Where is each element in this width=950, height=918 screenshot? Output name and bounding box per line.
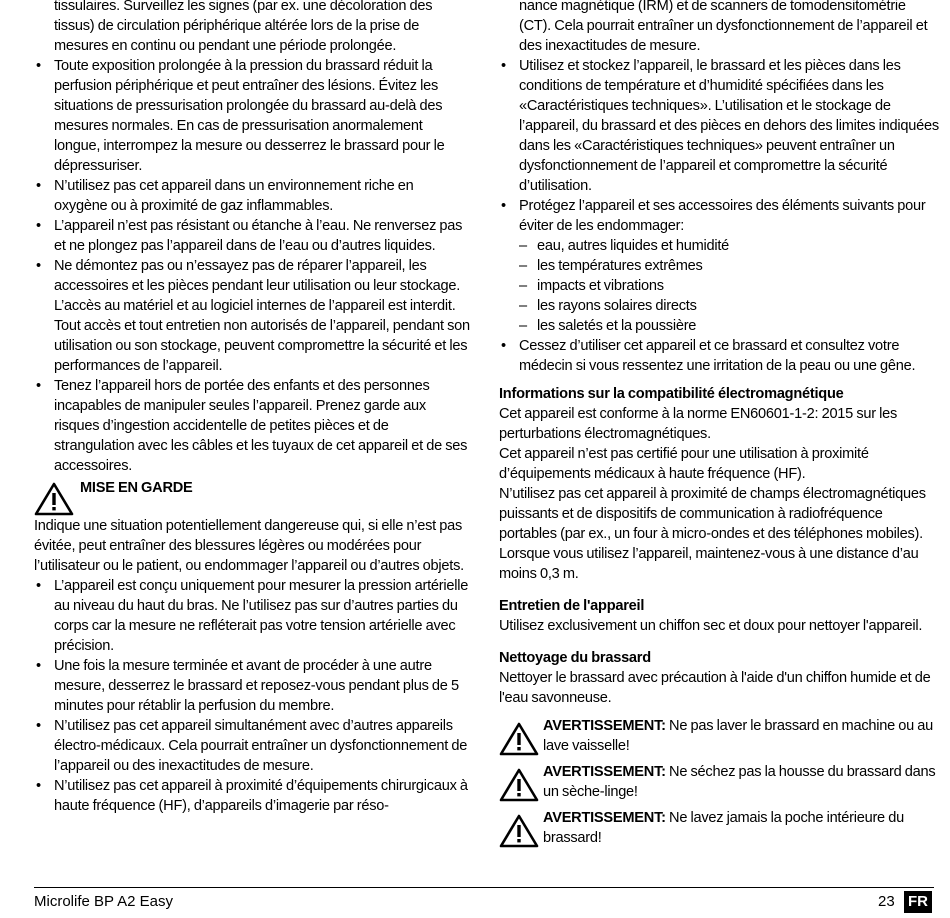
bullet-icon: • bbox=[36, 718, 41, 734]
emc-heading: Informations sur la compatibilité électromagnétique bbox=[499, 386, 844, 402]
list-item: • Cessez d’utiliser cet appareil et ce brassard et consultez votre médecin si vous ressentez une irritation de la peau ou une gêne. bbox=[501, 338, 916, 374]
warning-triangle-icon bbox=[499, 814, 539, 848]
dash-icon: – bbox=[519, 258, 527, 274]
bullet-icon: • bbox=[36, 218, 41, 234]
bullet-icon: • bbox=[36, 58, 41, 74]
bullet-icon: • bbox=[36, 378, 41, 394]
continued-paragraph: nance magnétique (IRM) et de scanners de tomodensitométrie (CT). Cela pourrait entraîner un dysfonctionnement de l’appareil et des inexactitudes de mesure. bbox=[519, 0, 928, 54]
bullet-icon: • bbox=[36, 258, 41, 274]
sub-list-item: – les températures extrêmes bbox=[519, 258, 703, 274]
warning-note bbox=[499, 716, 939, 756]
warning-note bbox=[499, 808, 939, 848]
caution-text: Indique une situation potentiellement dangereuse qui, si elle n’est pas évitée, peut entraîner des blessures légères ou modérées pour l’utilisateur ou le patient, ou endommager l’appareil ou d’autres objets. bbox=[34, 518, 464, 574]
bullet-icon: • bbox=[36, 778, 41, 794]
warning-label: AVERTISSEMENT: bbox=[543, 718, 666, 734]
care-paragraph: Utilisez exclusivement un chiffon sec et doux pour nettoyer l'appareil. bbox=[499, 618, 923, 634]
dash-icon: – bbox=[519, 298, 527, 314]
warning-triangle-icon bbox=[34, 482, 74, 516]
page-number: 23 bbox=[878, 893, 895, 910]
warning-triangle-icon bbox=[499, 722, 539, 756]
dash-icon: – bbox=[519, 238, 527, 254]
list-item: • L’appareil n’est pas résistant ou étanche à l’eau. Ne renversez pas et ne plongez pas l’appareil dans de l’eau ou d’autres liquides. bbox=[36, 218, 463, 254]
list-item: • Toute exposition prolongée à la pression du brassard réduit la perfusion périphérique et peut entraîner des lésions. Évitez les situations de pressurisation prolongée du brassard au-delà des mesures normales. En cas de pressurisation anormalement longue, interrompez la mesure ou desserrez le brassard pour le dépressuriser. bbox=[36, 58, 445, 174]
list-item: • Utilisez et stockez l’appareil, le brassard et les pièces dans les conditions de température et d’humidité spécifiées dans les «Caractéristiques techniques». L’utilisation et le stockage de l’appareil, du brassard et des pièces en dehors des limites indiquées dans les «Caractéristiques techniques» peuvent entraîner un dysfonctionnement de l’appareil et compromettre la sécurité d’utilisation. bbox=[501, 58, 939, 194]
dash-icon: – bbox=[519, 278, 527, 294]
bullet-icon: • bbox=[36, 178, 41, 194]
list-item: • Ne démontez pas ou n’essayez pas de réparer l’appareil, les accessoires et les pièces pendant leur utilisation ou leur stockage. L’accès au matériel et au logiciel internes de l’appareil est interdit. Tout accès et tout entretien non autorisés de l’appareil, pendant son utilisation ou son stockage, peuvent compromettre la sécurité et les performances de l’appareil. bbox=[36, 258, 470, 374]
bullet-icon: • bbox=[36, 578, 41, 594]
sub-list-item: – eau, autres liquides et humidité bbox=[519, 238, 730, 254]
bullet-icon: • bbox=[36, 658, 41, 674]
list-item: • N’utilisez pas cet appareil simultanément avec d’autres appareils électro-médicaux. Cela pourrait entraîner un dysfonctionnement de l’appareil ou des inexactitudes de mesure. bbox=[36, 718, 468, 774]
cuff-cleaning-heading: Nettoyage du brassard bbox=[499, 650, 651, 666]
emc-paragraph: Cet appareil n’est pas certifié pour une utilisation à proximité d’équipements médicaux à haute fréquence (HF). bbox=[499, 446, 869, 482]
warning-text: Ne séchez pas la housse du brassard dans un sèche-linge! bbox=[543, 764, 936, 800]
emc-paragraph: N’utilisez pas cet appareil à proximité de champs électromagnétiques puissants et de dispositifs de communication à radiofréquence portables (par ex., un four à micro-ondes et des téléphones mobiles). Lorsque vous utilisez l’appareil, maintenez-vous à une distance d’au moins 0,3 m. bbox=[499, 486, 926, 582]
right-column bbox=[499, 0, 939, 848]
warning-text: Ne pas laver le brassard en machine ou au lave vaisselle! bbox=[543, 718, 934, 754]
caution-heading bbox=[34, 478, 470, 516]
warning-label: AVERTISSEMENT: bbox=[543, 810, 666, 826]
warning-triangle-icon bbox=[499, 768, 539, 802]
dash-icon: – bbox=[519, 318, 527, 334]
sub-list-item: – les saletés et la poussière bbox=[519, 318, 697, 334]
language-badge: FR bbox=[904, 891, 932, 913]
continued-paragraph: tissulaires. Surveillez les signes (par ex. une décoloration des tissus) de circulation périphérique altérée lors de la prise de mesures en continu ou pendant une période prolongée. bbox=[54, 0, 433, 54]
warning-text: Ne lavez jamais la poche intérieure du brassard! bbox=[543, 810, 904, 846]
bullet-icon: • bbox=[501, 58, 506, 74]
sub-list-item: – les rayons solaires directs bbox=[519, 298, 697, 314]
sub-list-item: – impacts et vibrations bbox=[519, 278, 664, 294]
left-column bbox=[34, 0, 470, 816]
list-item: • Une fois la mesure terminée et avant de procéder à une autre mesure, desserrez le brassard et reposez-vous pendant plus de 5 minutes pour rétablir la perfusion du membre. bbox=[36, 658, 459, 714]
list-item: • Protégez l’appareil et ses accessoires des éléments suivants pour éviter de les endommager: bbox=[501, 198, 926, 234]
bullet-icon: • bbox=[501, 338, 506, 354]
warning-label: AVERTISSEMENT: bbox=[543, 764, 666, 780]
cuff-cleaning-paragraph: Nettoyer le brassard avec précaution à l'aide d'un chiffon humide et de l'eau savonneuse. bbox=[499, 670, 931, 706]
bullet-icon: • bbox=[501, 198, 506, 214]
list-item: • Tenez l’appareil hors de portée des enfants et des personnes incapables de manipuler seules l’appareil. Prenez garde aux risques d’ingestion accidentelle de petites pièces et de strangulation avec les câbles et les tuyaux de cet appareil et de ses accessoires. bbox=[36, 378, 468, 474]
list-item: • N’utilisez pas cet appareil à proximité d’équipements chirurgicaux à haute fréquence (HF), d’appareils d’imagerie par réso- bbox=[36, 778, 468, 814]
emc-paragraph: Cet appareil est conforme à la norme EN60601-1-2: 2015 sur les perturbations électromagnétiques. bbox=[499, 406, 898, 442]
footer-divider bbox=[34, 887, 934, 888]
warning-note bbox=[499, 762, 939, 802]
footer-product-name: Microlife BP A2 Easy bbox=[34, 893, 173, 910]
care-heading: Entretien de l'appareil bbox=[499, 598, 645, 614]
list-item: • N’utilisez pas cet appareil dans un environnement riche en oxygène ou à proximité de gaz inflammables. bbox=[36, 178, 414, 214]
list-item: • L’appareil est conçu uniquement pour mesurer la pression artérielle au niveau du haut du bras. Ne l’utilisez pas sur d’autres parties du corps car la mesure ne refléterait pas votre tension artérielle avec précision. bbox=[36, 578, 469, 654]
caution-title: MISE EN GARDE bbox=[80, 480, 193, 496]
